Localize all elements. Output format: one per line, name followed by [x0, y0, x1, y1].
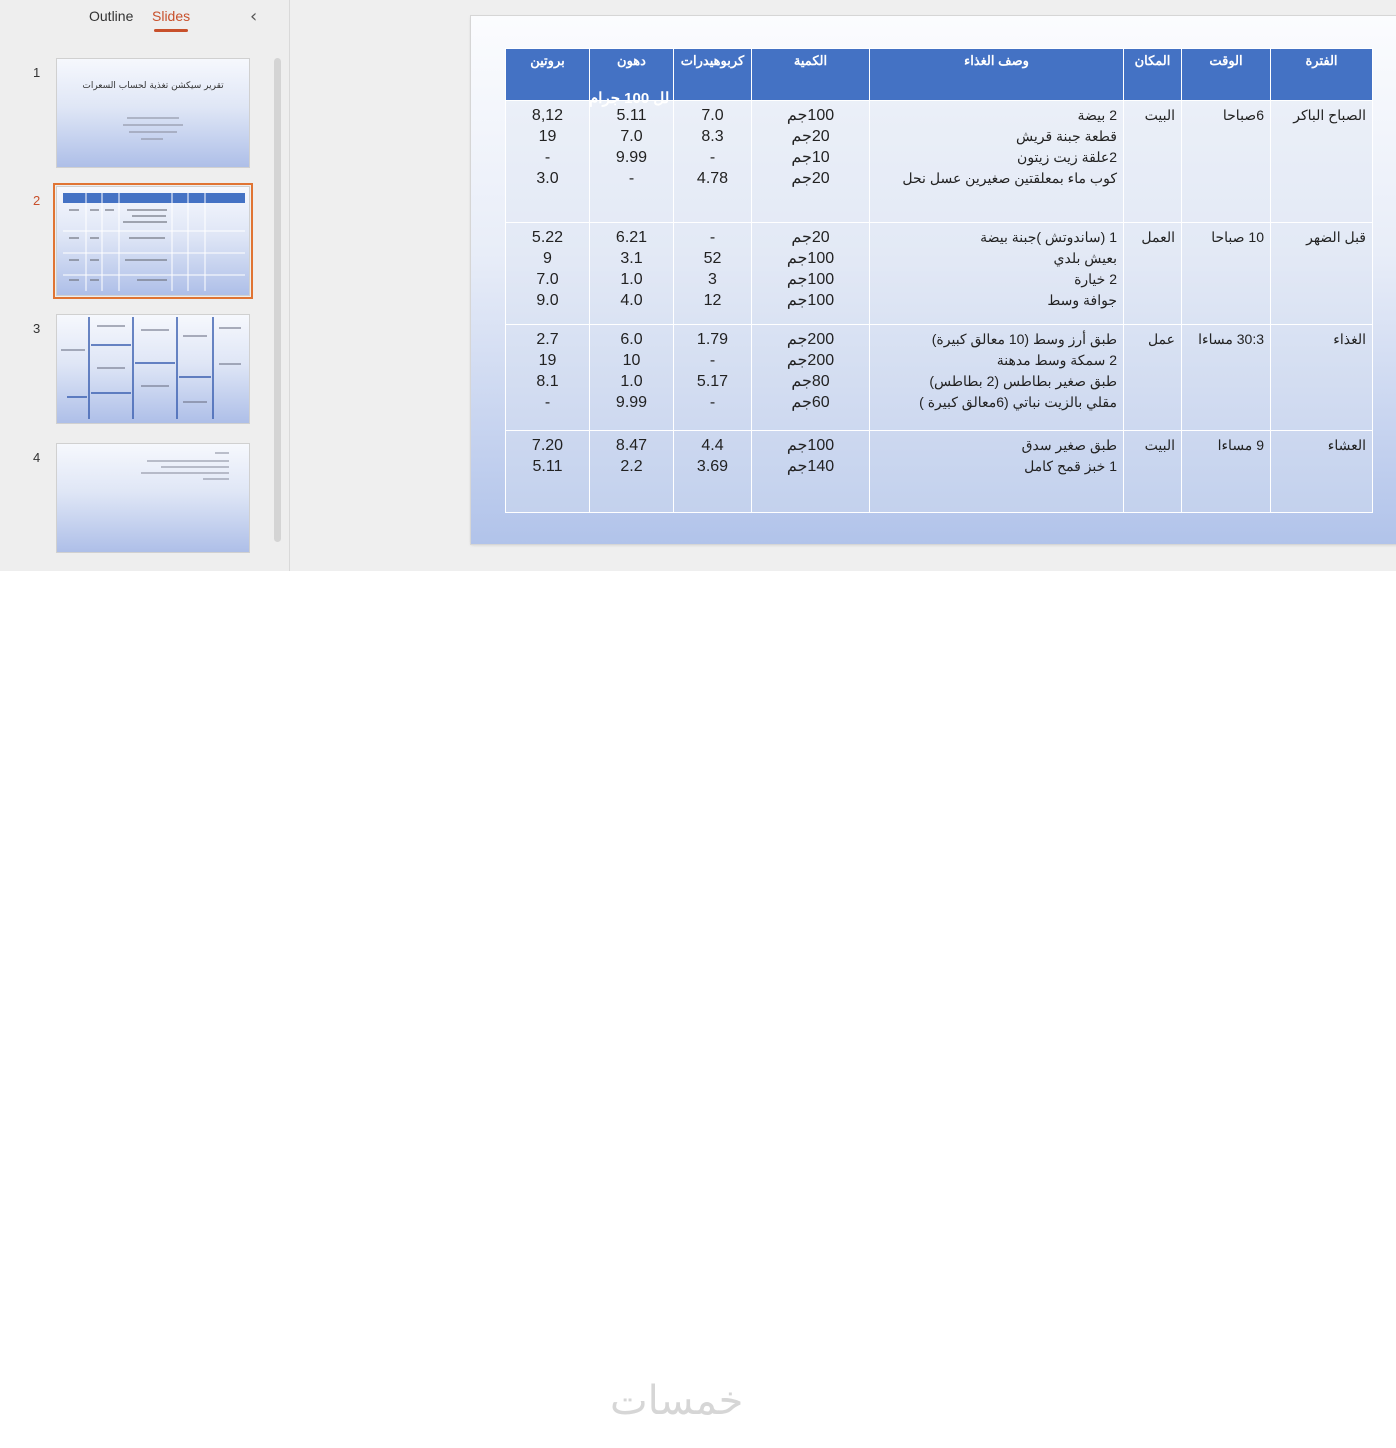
cell-qty[interactable]	[752, 101, 870, 223]
cell-line: 9.0	[536, 292, 559, 309]
header-fat: دهون	[590, 49, 674, 101]
cell-period[interactable]: الغذاء	[1271, 325, 1373, 431]
cell-line: جوافة وسط	[1047, 292, 1117, 308]
cell-line: 1 (ساندوتش )جبنة بيضة	[980, 229, 1117, 245]
cell-line: -	[544, 149, 551, 166]
cell-line: -	[628, 170, 635, 187]
cell-line: 8.47	[615, 437, 648, 454]
cell-qty[interactable]	[752, 431, 870, 513]
cell-line: 20جم	[791, 128, 830, 145]
cell-food[interactable]	[870, 101, 1124, 223]
thumb-text-line	[141, 472, 229, 474]
cell-line: 6.21	[615, 229, 648, 246]
cell-fat[interactable]	[590, 101, 674, 223]
slide-editor	[291, 0, 1396, 571]
cell-place[interactable]: العمل	[1124, 223, 1182, 325]
cell-line: 20جم	[791, 170, 830, 187]
cell-line: 4.78	[696, 170, 729, 187]
thumb-text-line	[161, 466, 229, 468]
cell-period[interactable]: العشاء	[1271, 431, 1373, 513]
cell-protein[interactable]	[506, 431, 590, 513]
cell-line: 7.0	[701, 107, 724, 124]
cell-line: 9.99	[615, 149, 648, 166]
cell-protein[interactable]	[506, 223, 590, 325]
cell-line: طبق صغير سدق	[1021, 437, 1117, 453]
cell-line: 19	[538, 352, 557, 369]
thumb-table-preview	[57, 187, 249, 295]
cell-line: 20جم	[791, 229, 830, 246]
cell-line: 5.11	[616, 107, 647, 124]
cell-qty[interactable]	[752, 223, 870, 325]
cell-line: 100جم	[786, 250, 835, 267]
cell-fat[interactable]	[590, 431, 674, 513]
cell-line: 100جم	[786, 437, 835, 454]
table-row	[506, 223, 1373, 325]
cell-line: 1.79	[696, 331, 729, 348]
cell-fat[interactable]	[590, 223, 674, 325]
cell-line: 60جم	[791, 394, 830, 411]
cell-carbs[interactable]	[674, 101, 752, 223]
cell-time[interactable]: 9 مساءا	[1182, 431, 1271, 513]
cell-line: 1 خبز قمح كامل	[1024, 458, 1117, 474]
cell-line: -	[544, 394, 551, 411]
cell-line: 8.3	[701, 128, 724, 145]
slide-number: 1	[33, 65, 41, 80]
cell-line: 80جم	[791, 373, 830, 390]
slide1-thumbnail-title: تقرير سيكشن تغذية لحساب السعرات	[82, 81, 224, 91]
cell-line: 1.0	[620, 271, 643, 288]
cell-line: 2.2	[620, 458, 643, 475]
cell-food[interactable]	[870, 223, 1124, 325]
cell-line: 2.7	[536, 331, 559, 348]
cell-line: 4.0	[620, 292, 643, 309]
cell-line: بعيش بلدي	[1053, 250, 1117, 266]
cell-line: 100جم	[786, 107, 835, 124]
cell-time[interactable]: 10 صباحا	[1182, 223, 1271, 325]
cell-line: 10جم	[791, 149, 830, 166]
cell-line: 10	[622, 352, 641, 369]
cell-line: 4.4	[701, 437, 724, 454]
header-qty: الكمية	[752, 49, 870, 101]
cell-line: 8,12	[531, 107, 564, 124]
cell-qty[interactable]	[752, 325, 870, 431]
cell-line: قطعة جبنة قريش	[1016, 128, 1117, 144]
cell-food[interactable]	[870, 431, 1124, 513]
cell-carbs[interactable]	[674, 325, 752, 431]
slide-thumbnail-3[interactable]	[57, 315, 249, 423]
cell-line: 6.0	[620, 331, 643, 348]
cell-time[interactable]: 30:3 مساءا	[1182, 325, 1271, 431]
cell-line: 2 بيضة	[1077, 107, 1117, 123]
header-food: وصف الغذاء	[870, 49, 1124, 101]
header-carbs: كربوهيدرات	[674, 49, 752, 101]
tab-slides[interactable]: Slides	[152, 8, 191, 24]
cell-carbs[interactable]	[674, 223, 752, 325]
cell-line: 7.20	[531, 437, 564, 454]
cell-line: كوب ماء بمعلقتين صغيرين عسل نحل	[902, 170, 1117, 186]
cell-period[interactable]: قبل الضهر	[1271, 223, 1373, 325]
thumb-text-line	[141, 138, 163, 140]
table-row	[506, 101, 1373, 223]
cell-protein[interactable]	[506, 101, 590, 223]
thumb-text-line	[129, 131, 177, 133]
cell-line: -	[709, 149, 716, 166]
slide-thumbnail-1[interactable]	[57, 59, 249, 167]
cell-line: 3	[708, 271, 717, 288]
cell-line: -	[709, 352, 716, 369]
header-period: الفترة	[1271, 49, 1373, 101]
cell-line: 100جم	[786, 271, 835, 288]
thumb-text-line	[203, 478, 229, 480]
cell-line: 3.69	[696, 458, 729, 475]
slide-number: 2	[33, 193, 41, 208]
cell-fat[interactable]	[590, 325, 674, 431]
khamsat-watermark-logo: خمسات	[610, 1378, 744, 1424]
cell-line: طبق أرز وسط (10 معالق كبيرة)	[931, 331, 1117, 347]
table-row	[506, 325, 1373, 431]
slide-thumbnail-4[interactable]	[57, 444, 249, 552]
thumb-table-preview	[57, 315, 249, 423]
thumb-text-line	[123, 124, 183, 126]
slides-panel	[0, 0, 290, 571]
cell-line: 2 سمكة وسط مدهنة	[996, 352, 1117, 368]
active-tab-indicator	[154, 29, 188, 32]
collapse-panel-icon[interactable]: ‹	[250, 6, 258, 27]
cell-line: مقلي بالزيت نباتي (6معالق كبيرة )	[919, 394, 1117, 410]
cell-line: 7.0	[620, 128, 643, 145]
cell-place[interactable]: البيت	[1124, 101, 1182, 223]
cell-line: 3.0	[536, 170, 559, 187]
cell-line: 52	[703, 250, 722, 267]
cell-line: 5.22	[531, 229, 564, 246]
cell-line: 100جم	[786, 292, 835, 309]
header-time: الوقت	[1182, 49, 1271, 101]
header-per-100g: لل 100 جرام	[589, 90, 670, 107]
cell-line: 5.17	[696, 373, 729, 390]
cell-line: طبق صغير بطاطس (2 بطاطس)	[929, 373, 1117, 389]
cell-line: 5.11	[532, 458, 563, 475]
thumb-text-line	[215, 452, 229, 454]
cell-line: 200جم	[786, 352, 835, 369]
cell-line: 3.1	[620, 250, 643, 267]
cell-protein[interactable]	[506, 325, 590, 431]
cell-time[interactable]: 6صباحا	[1182, 101, 1271, 223]
cell-line: 8.1	[536, 373, 559, 390]
cell-line: 9	[543, 250, 552, 267]
cell-line: 2 خيارة	[1074, 271, 1117, 287]
powerpoint-window	[0, 0, 1396, 571]
header-protein: بروتين	[506, 49, 590, 101]
thumb-text-line	[127, 117, 179, 119]
cell-line: 9.99	[615, 394, 648, 411]
cell-line: -	[709, 394, 716, 411]
nutrition-table[interactable]	[505, 48, 1373, 513]
slide-number: 3	[33, 321, 41, 336]
thumb-text-line	[147, 460, 229, 462]
cell-line: 200جم	[786, 331, 835, 348]
cell-line: -	[709, 229, 716, 246]
header-place: المكان	[1124, 49, 1182, 101]
cell-line: 7.0	[536, 271, 559, 288]
tab-outline[interactable]: Outline	[89, 8, 134, 24]
cell-food[interactable]	[870, 325, 1124, 431]
table-row	[506, 431, 1373, 513]
cell-line: 12	[703, 292, 722, 309]
slide-thumbnail-2[interactable]	[57, 187, 249, 295]
cell-period[interactable]: الصباح الباكر	[1271, 101, 1373, 223]
cell-place[interactable]: البيت	[1124, 431, 1182, 513]
cell-line: 1.0	[620, 373, 643, 390]
cell-line: 2علقة زيت زيتون	[1017, 149, 1117, 165]
panel-scrollbar[interactable]	[274, 58, 281, 542]
cell-place[interactable]: عمل	[1124, 325, 1182, 431]
cell-carbs[interactable]	[674, 431, 752, 513]
slide-canvas[interactable]	[471, 16, 1396, 544]
cell-line: 19	[538, 128, 557, 145]
cell-line: 140جم	[786, 458, 835, 475]
slide-number: 4	[33, 450, 41, 465]
